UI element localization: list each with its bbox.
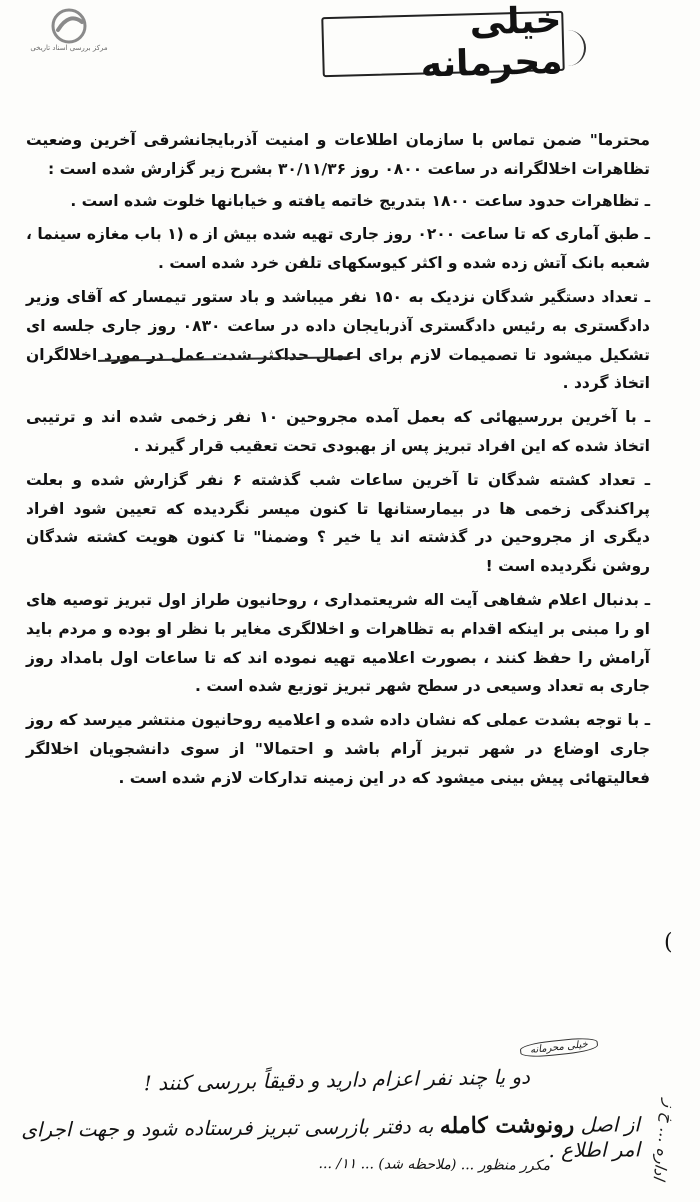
small-classification-stamp: خیلی محرمانه — [519, 1036, 598, 1059]
handwritten-instruction-3: مکرر منظور ... (ملاحظه شد) ... ۱۱/ ... — [318, 1155, 551, 1174]
handwritten-instruction-1: دو یا چند نفر اعزام دارید و دقیقاً بررسی کنند ! — [143, 1064, 531, 1096]
handwritten-instruction-2-start: از اصل — [580, 1112, 640, 1137]
document-body — [26, 126, 650, 798]
paragraph-3: ـ طبق آماری که تا ساعت ۰۲۰۰ روز جاری تهیه شده بیش از ه (۱ باب مغازه سینما ، شعبه بانک آتش زده شده و اکثر کیوسکهای تلفن خرد شده است . — [26, 225, 650, 273]
corner-mark — [566, 30, 586, 66]
archive-logo-text: مرکز بررسی اسناد تاریخی — [30, 44, 108, 52]
paragraph-6: ـ تعداد کشته شدگان تا آخرین ساعات شب گذشته ۶ نفر گزارش شده و بعلت پراکندگی زخمی ها در بیمارستانها تا کنون میسر نگردیده که تعیین شود افراد دیگری از مجروحین در گذشته اند یا خیر ؟ وضمنا" تا کنون هویت کشته شدگان روشن نگردیده است ! — [26, 470, 650, 576]
margin-handwritten-note: اداره ... خ ز — [649, 1098, 680, 1182]
paragraph-8: ـ با توجه بشدت عملی که نشان داده شده و اعلامیه روحانیون منتشر میرسد که روز جاری اوضاع در شهر تبریز آرام باشد و احتمالا" از سوی دانشجویان اخلالگر فعالیتهائی پیش بینی میشود که در این زمینه تدارکات لازم شده است . — [26, 711, 650, 787]
archive-emblem-icon — [36, 8, 102, 44]
handwritten-instruction-2-emphasis: رونوشت کامله — [439, 1111, 575, 1140]
paragraph-2: ـ تظاهرات حدود ساعت ۱۸۰۰ بتدریج خاتمه یافته و خیابانها خلوت شده است . — [70, 191, 650, 210]
archive-logo — [14, 8, 124, 58]
paragraph-1: محترما" ضمن تماس با سازمان اطلاعات و امنیت آذربایجانشرقی آخرین وضعیت تظاهرات اخلالگرانه در ساعت ۰۸۰۰ روز ۳۰/۱۱/۳۶ بشرح زیر گزارش شده است : — [26, 131, 650, 178]
paragraph-7: ـ بدنبال اعلام شفاهی آیت اله شریعتمداری ، روحانیون طراز اول تبریز توصیه های او را مبنی بر اینکه اقدام به تظاهرات و اخلالگری مغایر با نظر او بوده و مردم باید آرامش را حفظ کنند ، بصورت اعلامیه تهیه نموده اند که تا ساعات اول بامداد روز جاری به تعداد وسیعی در سطح شهر تبریز توزیع شده است . — [26, 590, 650, 696]
handwritten-instruction-2-end: به دفتر بازرسی تبریز فرستاده شود و جهت اجرای امر اطلاع . — [21, 1114, 641, 1163]
margin-bracket: ( — [664, 930, 673, 955]
classification-stamp — [321, 0, 564, 86]
paragraph-4: ـ تعداد دستگیر شدگان نزدیک به ۱۵۰ نفر میباشد و باد ستور تیمسار که آقای وزیر دادگستری به رئیس دادگستری آذربایجان داده در ساعت ۰۸۳۰ روز جاری جلسه ای تشکیل میشود تا تصمیمات لازم برای اعمال حداکثر شدت عمل در مورد اخلالگران اتخاذ گردد . — [26, 287, 651, 393]
paragraph-5: ـ با آخرین بررسیهائی که بعمل آمده مجروحین ۱۰ نفر زخمی شده اند و ترتیبی اتخاذ شده که این افراد تبریز پس از بهبودی تحت تعقیب قرار گیرند . — [26, 408, 650, 455]
classification-title: خیلی محرمانه — [420, 0, 564, 86]
